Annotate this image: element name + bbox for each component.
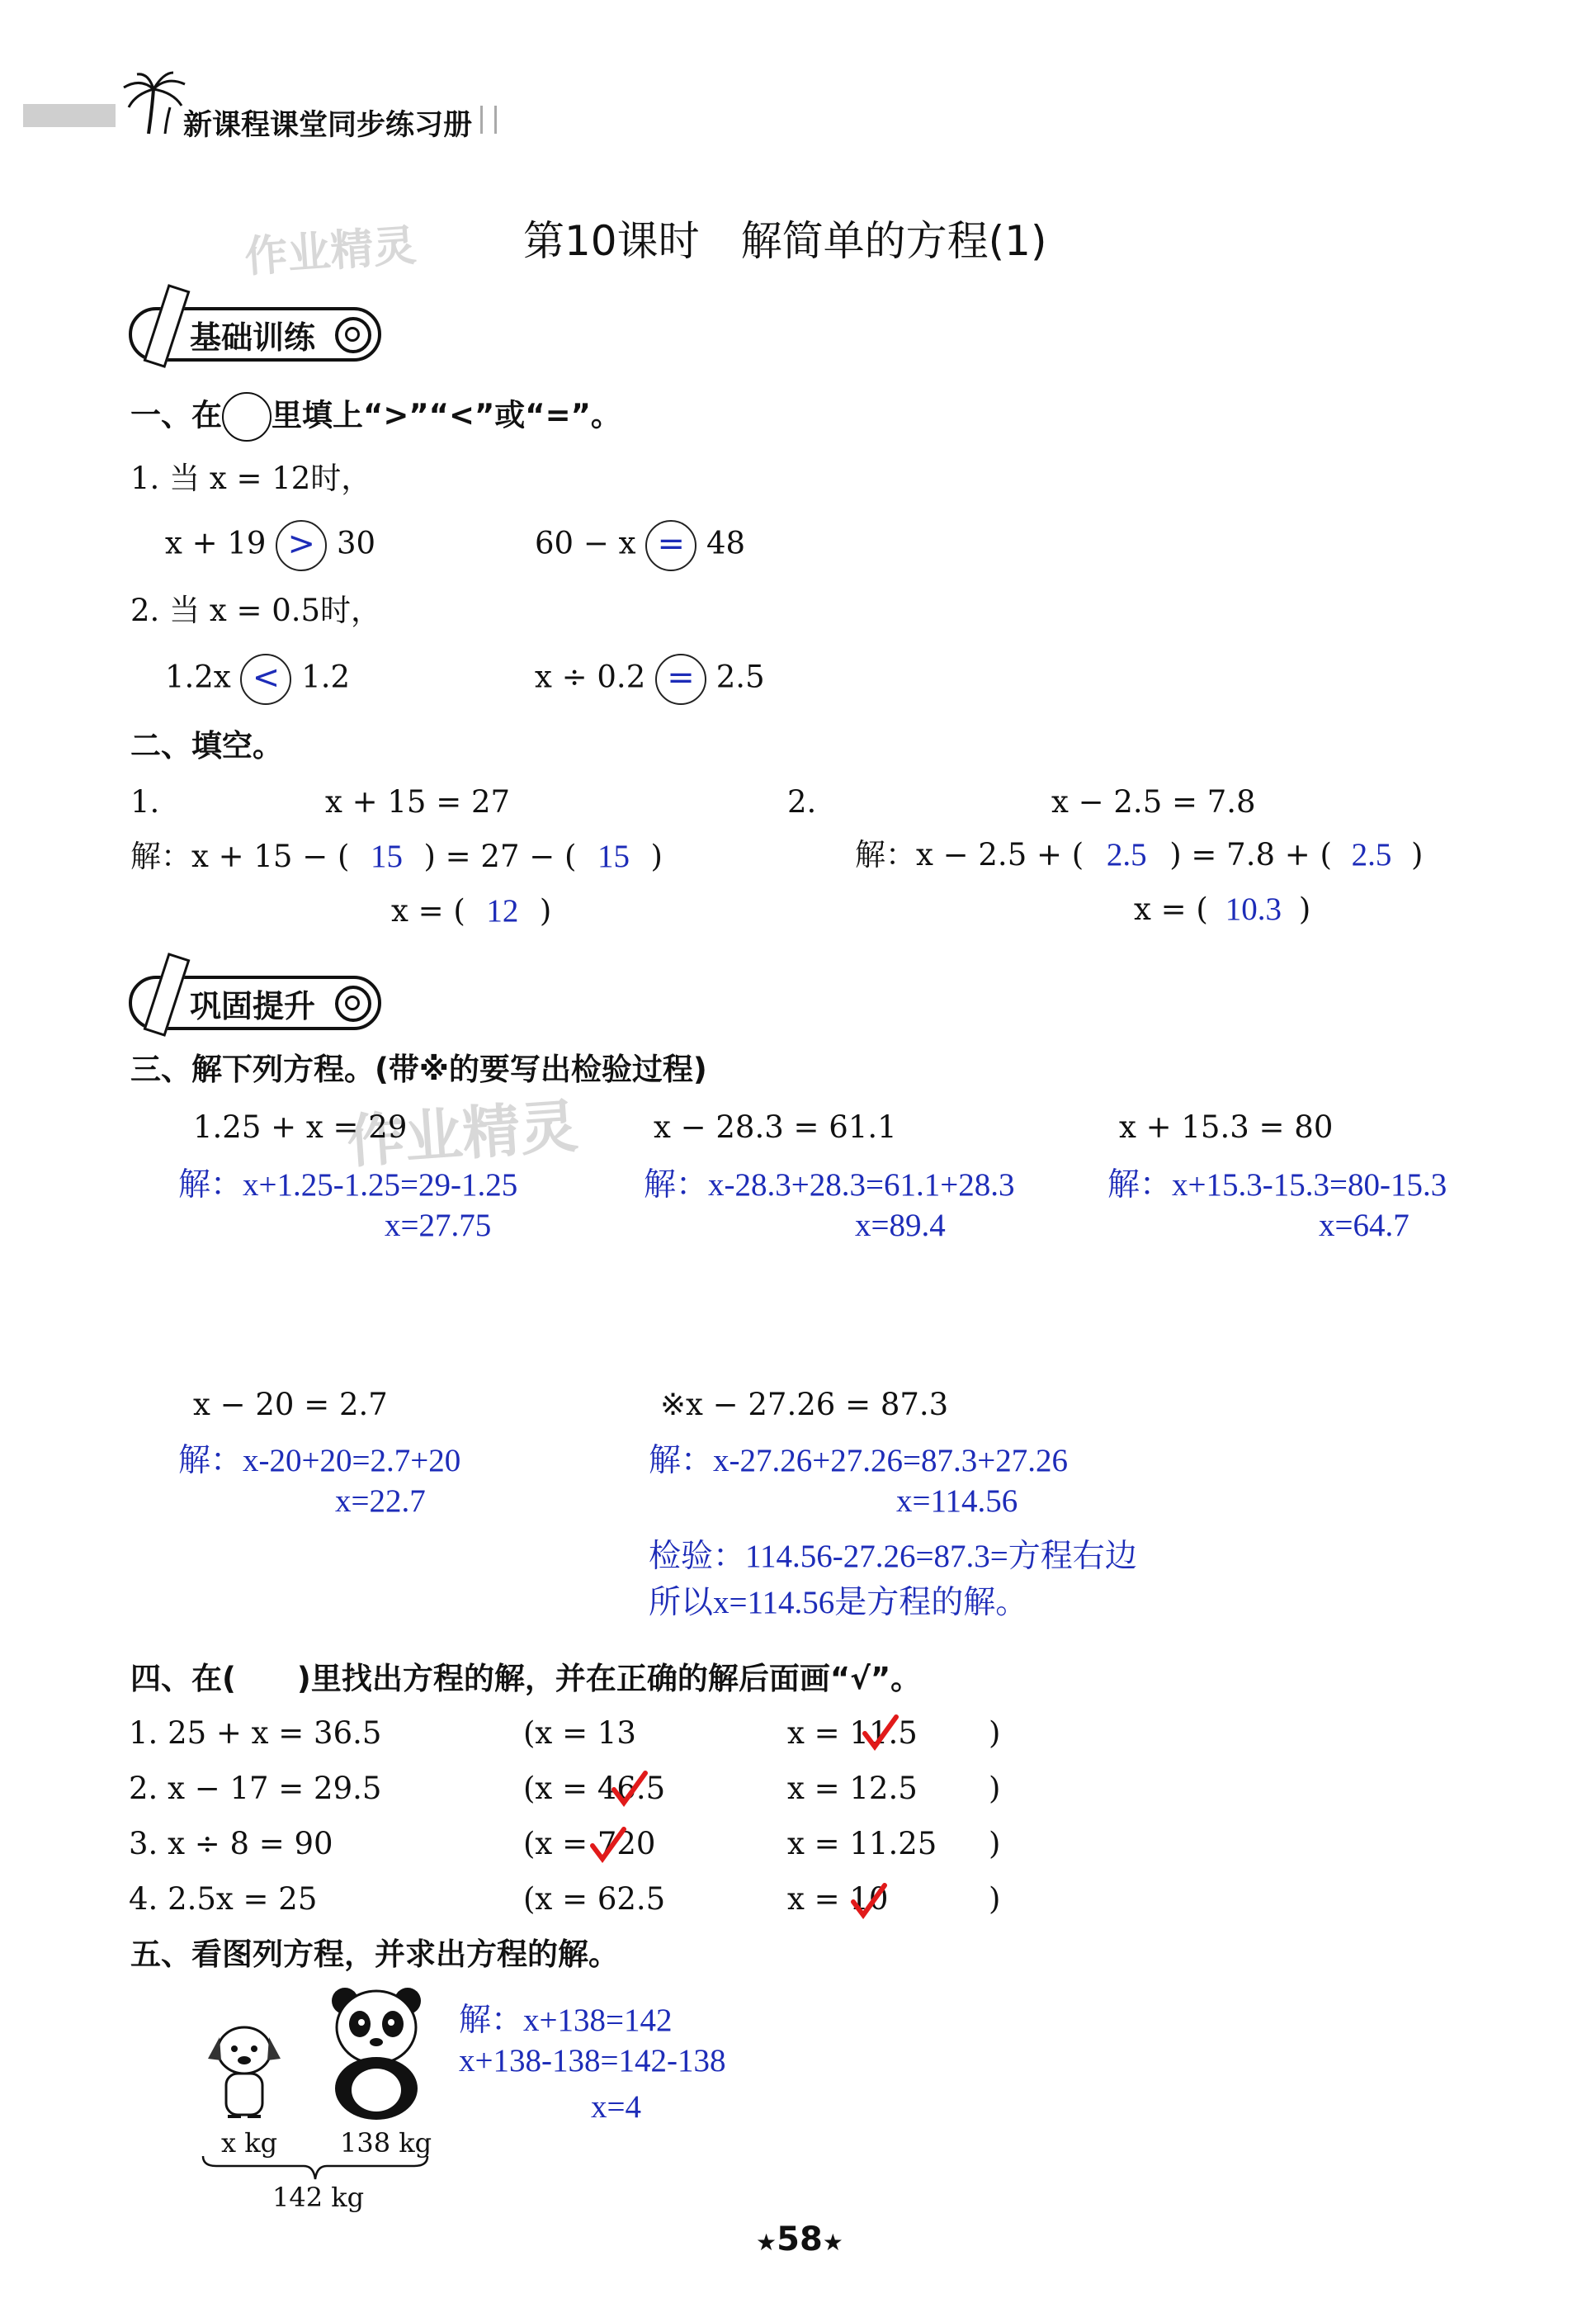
answer: 15 (370, 839, 403, 874)
expr-left: 60 − x (535, 525, 636, 561)
page-number (756, 2220, 843, 2258)
header-divider (480, 106, 497, 134)
q4-row1-eq: 1. 25 + x = 36.5 (129, 1715, 382, 1751)
total-brace (200, 2154, 431, 2182)
watermark: 作业精灵 (243, 220, 418, 283)
check-mark-icon (862, 1714, 900, 1752)
q2-p2-eq: x − 2.5 = 7.8 (1051, 784, 1256, 820)
q3-eq5-step1: 解：x-27.26+27.26=87.3+27.26 (649, 1443, 1068, 1478)
answer-circle: < (240, 654, 291, 705)
q5-heading: 五、看图列方程，并求出方程的解。 (130, 1937, 619, 1972)
ring-icon (335, 986, 371, 1022)
q4-row2-option-b: x = 12.5 (787, 1771, 918, 1806)
answer: 15 (597, 839, 630, 874)
q1-row2-b (535, 654, 765, 705)
q3-eq2: x − 28.3 = 61.1 (654, 1109, 897, 1145)
q3-eq5-step2: x=114.56 (896, 1483, 1018, 1519)
expr-right: 30 (337, 525, 376, 561)
check-mark-icon (589, 1826, 627, 1864)
q4-row1-option-a: (x = 13 (523, 1715, 636, 1751)
q3-eq5-check: 检验：114.56-27.26=87.3=方程右边 (649, 1539, 1137, 1574)
q1-sub1: 1. 当 x = 12时， (130, 461, 372, 496)
pencil-icon (144, 284, 191, 368)
expr-right: 2.5 (715, 659, 765, 695)
answer: 2.5 (1351, 837, 1392, 873)
q3-eq5: ※x − 27.26 = 87.3 (660, 1387, 949, 1422)
section-tag-consolidate (129, 976, 381, 1030)
q1-row1-b (535, 520, 745, 571)
q3-eq4-step1: 解：x-20+20=2.7+20 (178, 1443, 461, 1478)
q5-step3: x=4 (591, 2089, 641, 2125)
q4-row3-option-a: (x = 720 (523, 1826, 656, 1861)
section-tag-basic (129, 307, 381, 362)
q1-sub2: 2. 当 x = 0.5时， (130, 593, 382, 628)
q3-eq3: x + 15.3 = 80 (1119, 1109, 1334, 1145)
q4-row4-option-b: x = 10 (787, 1881, 889, 1917)
palm-tree-icon (116, 69, 190, 135)
text: ) (1298, 891, 1311, 927)
answer: 2.5 (1106, 837, 1147, 873)
header-decoration-bar (23, 104, 116, 127)
q4-row3-option-b: x = 11.25 (787, 1826, 937, 1861)
check-mark-icon (850, 1882, 888, 1920)
blank-circle (222, 392, 272, 442)
text: ) (539, 893, 552, 929)
answer-circle: = (655, 654, 706, 705)
dog-weight-label: x kg (221, 2127, 278, 2159)
pencil-icon (144, 953, 191, 1037)
panda-icon (327, 1981, 426, 2121)
q3-eq2-step1: 解：x-28.3+28.3=61.1+28.3 (644, 1167, 1015, 1203)
check-mark-icon (611, 1770, 649, 1808)
q3-eq1-step2: x=27.75 (385, 1208, 492, 1243)
answer-circle: > (276, 520, 327, 571)
q4-row2-option-a: (x = 46.5 (523, 1771, 666, 1806)
section-tag-label: 基础训练 (190, 319, 316, 356)
book-title: 新课程课堂同步练习册 (183, 109, 473, 142)
star-icon: ★ (822, 2229, 843, 2256)
q3-eq2-step2: x=89.4 (855, 1208, 946, 1243)
watermark: 作业精灵 (344, 1092, 580, 1176)
q3-eq4: x − 20 = 2.7 (193, 1387, 388, 1422)
q5-step2: x+138-138=142-138 (459, 2043, 726, 2078)
text: ) (650, 839, 663, 874)
q4-row4-option-a: (x = 62.5 (523, 1881, 666, 1917)
q3-heading: 三、解下列方程。(带※的要写出检验过程) (130, 1052, 707, 1087)
text: ) = 27 − ( (423, 839, 577, 874)
text: ) (1410, 837, 1424, 873)
expr-right: 1.2 (301, 659, 351, 695)
q3-eq3-step2: x=64.7 (1319, 1208, 1409, 1243)
q2-p2-num: 2. (787, 784, 817, 820)
lesson-title: 第10课时 解简单的方程(1) (523, 217, 1047, 265)
q2-p2-x (1134, 891, 1310, 928)
expr-left: x ÷ 0.2 (535, 659, 646, 695)
q1-heading-suffix: 里填上“>”“<”或“=”。 (272, 397, 621, 433)
q1-heading-prefix: 一、在 (130, 397, 222, 433)
q4-row3-eq: 3. x ÷ 8 = 90 (129, 1826, 333, 1861)
q4-row3-close: ) (989, 1826, 1001, 1861)
page-number-value: 58 (777, 2220, 823, 2258)
q2-p1-solution (130, 839, 663, 875)
q3-eq5-conclusion: 所以x=114.56是方程的解。 (649, 1585, 1028, 1620)
q3-eq3-step1: 解：x+15.3-15.3=80-15.3 (1107, 1167, 1447, 1203)
expr-right: 48 (706, 525, 746, 561)
q4-row1-close: ) (989, 1715, 1001, 1751)
text: ) = 7.8 + ( (1169, 837, 1332, 873)
answer: 12 (486, 893, 519, 929)
text: x = ( (1134, 891, 1208, 927)
q3-eq4-step2: x=22.7 (335, 1483, 426, 1519)
total-weight-label: 142 kg (272, 2182, 365, 2213)
q4-row2-close: ) (989, 1771, 1001, 1806)
q2-p1-eq: x + 15 = 27 (325, 784, 511, 820)
q2-p2-solution (855, 837, 1423, 873)
text: x = ( (391, 893, 465, 929)
q1-heading (130, 392, 621, 442)
q3-eq1: 1.25 + x = 29 (193, 1109, 408, 1145)
ring-icon (335, 317, 371, 353)
q4-row1-option-b: x = 11.5 (787, 1715, 918, 1751)
q5-step1: 解：x+138=142 (459, 2003, 673, 2038)
star-icon: ★ (756, 2229, 777, 2256)
q4-row4-close: ) (989, 1881, 1001, 1917)
q2-heading: 二、填空。 (130, 728, 283, 764)
q2-p1-x (391, 893, 551, 929)
q1-row2-a (165, 654, 350, 705)
expr-left: x + 19 (165, 525, 267, 561)
dog-icon (203, 2019, 286, 2126)
q4-heading: 四、在( )里找出方程的解，并在正确的解后面画“√”。 (130, 1661, 922, 1696)
text: 解：x − 2.5 + ( (855, 837, 1084, 873)
q4-row2-eq: 2. x − 17 = 29.5 (129, 1771, 382, 1806)
answer-circle: = (645, 520, 696, 571)
expr-left: 1.2x (165, 659, 231, 695)
q2-p1-num: 1. (130, 784, 160, 820)
panda-weight-label: 138 kg (340, 2127, 432, 2159)
section-tag-label: 巩固提升 (190, 987, 316, 1024)
q3-eq1-step1: 解：x+1.25-1.25=29-1.25 (178, 1167, 518, 1203)
answer: 10.3 (1225, 891, 1282, 927)
text: 解：x + 15 − ( (130, 839, 350, 874)
q1-row1-a (165, 520, 375, 571)
q4-row4-eq: 4. 2.5x = 25 (129, 1881, 318, 1917)
